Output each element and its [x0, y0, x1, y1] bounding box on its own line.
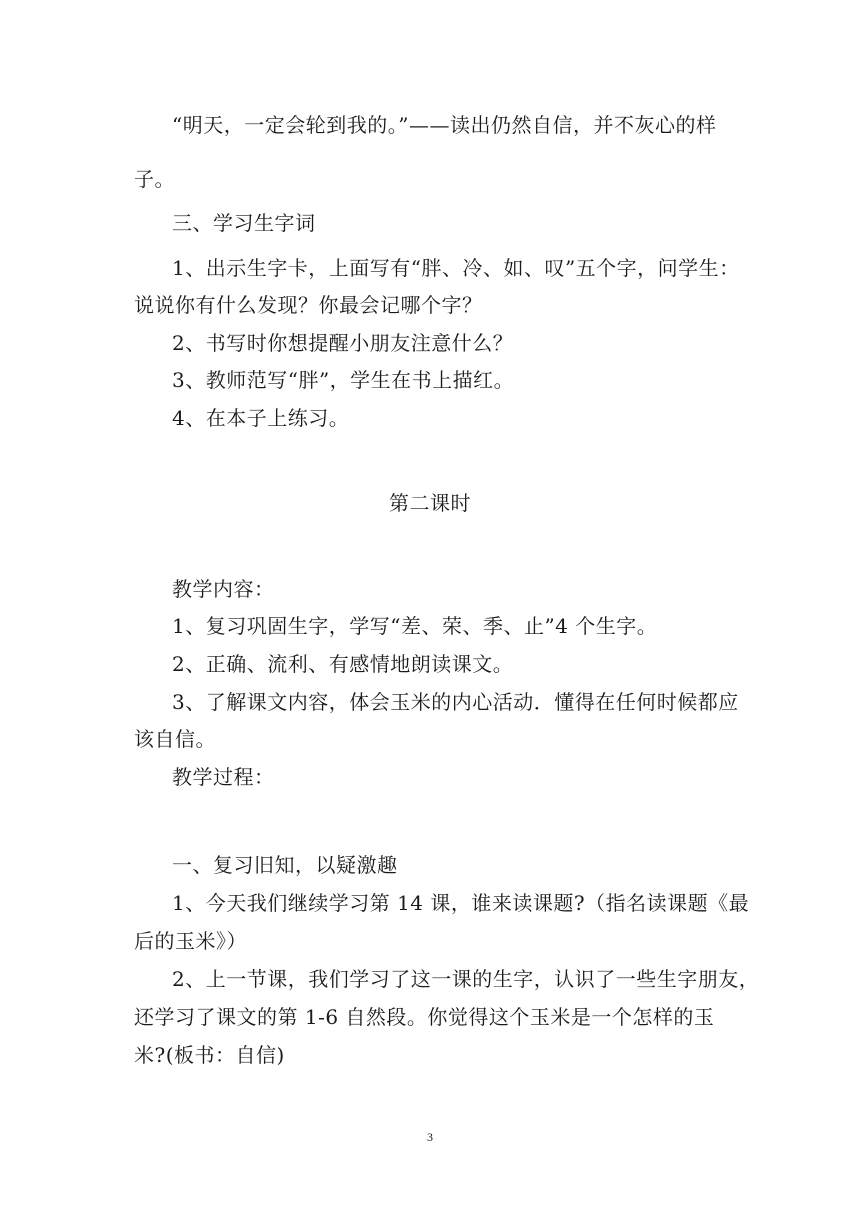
list-item: 3、教师范写“胖”，学生在书上描红。: [172, 368, 515, 392]
list-item-continuation: 还学习了课文的第 1-6 自然段。你觉得这个玉米是一个怎样的玉: [134, 1005, 715, 1029]
section-heading: 教学过程：: [172, 765, 275, 789]
section-heading: 三、学习生字词: [172, 211, 316, 235]
list-item-continuation: 米?(板书：自信): [134, 1043, 285, 1067]
list-item: 2、上一节课，我们学习了这一课的生字，认识了一些生字朋友，: [172, 967, 760, 991]
list-item: 1、今天我们继续学习第 14 课，谁来读课题?（指名读课题《最: [172, 891, 750, 915]
paragraph-line: “明天，一定会轮到我的。”——读出仍然自信，并不灰心的样: [172, 113, 717, 137]
section-heading: 一、复习旧知，以疑激趣: [172, 853, 398, 877]
list-item: 1、出示生字卡，上面写有“胖、冷、如、叹”五个字，问学生：: [172, 256, 740, 280]
list-item-continuation: 该自信。: [134, 727, 216, 751]
list-item-continuation: 说说你有什么发现？你最会记哪个字？: [134, 293, 483, 317]
list-item: 2、正确、流利、有感情地朗读课文。: [172, 652, 514, 676]
list-item: 3、了解课文内容，体会玉米的内心活动．懂得在任何时候都应: [172, 690, 739, 714]
section-heading: 教学内容：: [172, 577, 275, 601]
lesson-title: 第二课时: [389, 491, 471, 515]
list-item: 2、书写时你想提醒小朋友注意什么？: [172, 331, 514, 355]
list-item: 4、在本子上练习。: [172, 406, 350, 430]
paragraph-line: 子。: [134, 167, 175, 191]
list-item: 1、复习巩固生字，学写“差、荣、季、止”4 个生字。: [172, 614, 658, 638]
list-item-continuation: 后的玉米》）: [134, 929, 247, 953]
page-number: 3: [427, 1130, 433, 1144]
